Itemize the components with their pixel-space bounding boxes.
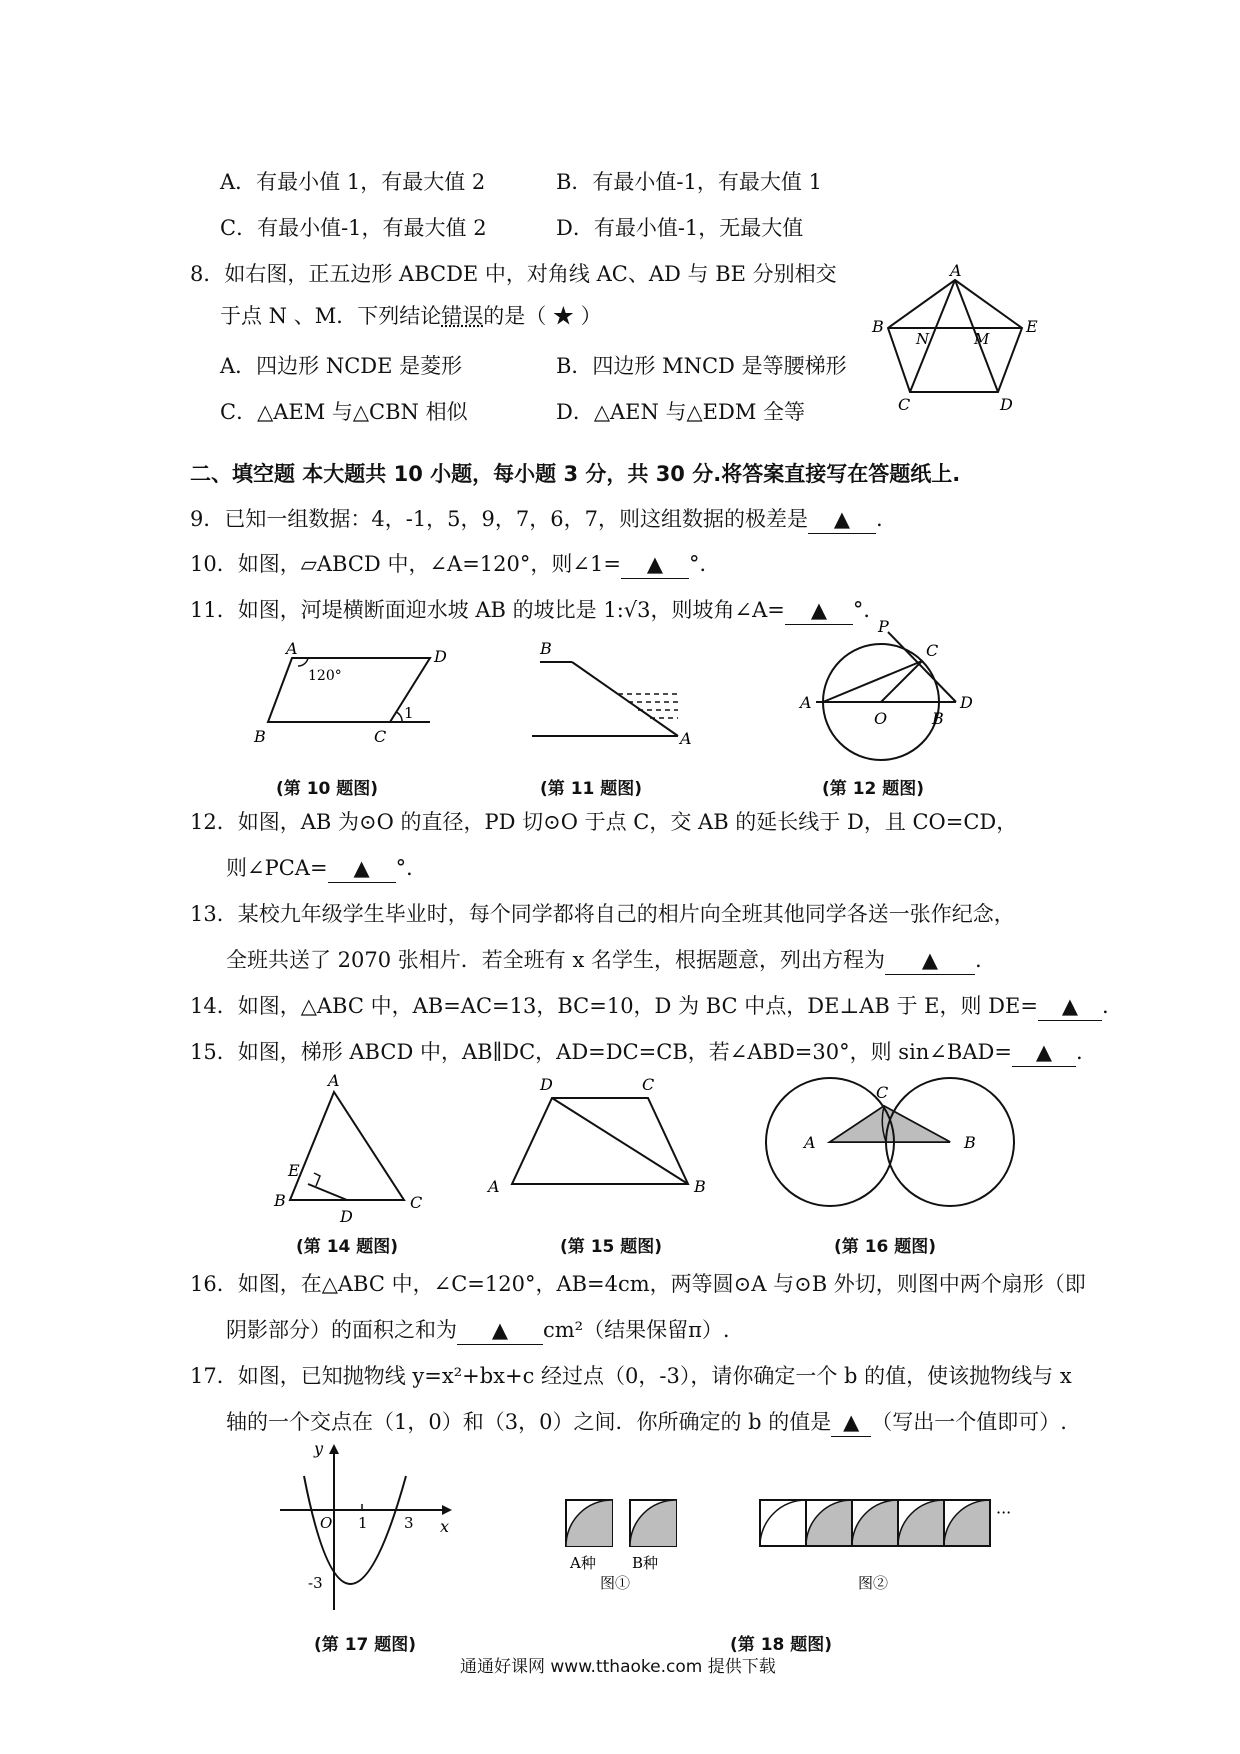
q15-text: 15．如图，梯形 ABCD 中，AB∥DC，AD=DC=CB，若∠ABD=30°，则 sin∠BAD= (190, 1040, 1012, 1064)
fig12-caption: (第 12 题图) (822, 779, 925, 799)
fig16-label-c: C (876, 1083, 889, 1102)
q11-answer-blank: ▲ (785, 596, 853, 625)
fig10-label-b: B (254, 727, 266, 746)
q12-answer-blank: ▲ (328, 854, 396, 883)
fig10-parallelogram (250, 640, 450, 750)
fig14-label-a: A (328, 1072, 340, 1090)
fig15-caption: (第 15 题图) (560, 1237, 663, 1257)
pentagon-label-m: M (974, 330, 990, 348)
q14-text: 14．如图，△ABC 中，AB=AC=13，BC=10，D 为 BC 中点，DE⊥AB 于 E，则 DE= (190, 994, 1038, 1018)
fig18-label-fig2: 图② (858, 1574, 889, 1592)
q14-answer-blank: ▲ (1038, 992, 1102, 1021)
pentagon-figure (870, 262, 1040, 412)
pentagon-label-a: A (950, 262, 962, 280)
q8-option-c: C．△AEM 与△CBN 相似 (220, 400, 468, 424)
fig12-label-b: B (932, 709, 944, 728)
q15-post: . (1075, 1040, 1083, 1064)
fig14-triangle (272, 1072, 442, 1232)
fig15-label-b: B (694, 1177, 706, 1196)
fig17-caption: (第 17 题图) (314, 1635, 417, 1655)
q8-line2-post: 的是（ ★ ） (483, 304, 602, 328)
q17-answer-blank: ▲ (831, 1408, 871, 1437)
q12-post: °． (395, 856, 428, 880)
q13-line1: 13．某校九年级学生毕业时，每个同学都将自己的相片向全班其他同学各送一张作纪念， (190, 902, 1015, 926)
q16-line1: 16．如图，在△ABC 中，∠C=120°，AB=4cm，两等圆⊙A 与⊙B 外切，则图中两个扇形（即 (190, 1272, 1086, 1296)
q15 (190, 1038, 1083, 1067)
q10-text: 10．如图，▱ABCD 中，∠A=120°，则∠1= (190, 552, 621, 576)
fig18-ellipsis: ··· (996, 1503, 1012, 1522)
fig14-caption: (第 14 题图) (296, 1237, 399, 1257)
q17-text2: 轴的一个交点在（1，0）和（3，0）之间．你所确定的 b 的值是 (226, 1410, 832, 1434)
fig17-label-x: x (440, 1517, 450, 1536)
fig17-label-y: y (314, 1440, 324, 1458)
q9-text: 9．已知一组数据：4，-1，5，9，7，6，7，则这组数据的极差是 (190, 507, 808, 531)
q8-option-d: D．△AEN 与△EDM 全等 (556, 400, 806, 424)
fig12-label-d: D (960, 693, 973, 712)
fig18-label-fig1: 图① (600, 1574, 631, 1592)
q12-text2: 则∠PCA= (226, 856, 328, 880)
q14-post: . (1101, 994, 1109, 1018)
q17-line1: 17．如图，已知抛物线 y=x²+bx+c 经过点（0，-3），请你确定一个 b 的值，使该抛物线与 x (190, 1364, 1072, 1388)
q7-option-c: C．有最小值-1，有最大值 2 (220, 216, 487, 240)
q13-post: . (975, 948, 982, 972)
q16-text2: 阴影部分）的面积之和为 (226, 1318, 457, 1342)
fig14-label-c: C (410, 1193, 423, 1212)
pentagon-label-c: C (898, 395, 911, 412)
q13-text2: 全班共送了 2070 张相片．若全班有 x 名学生，根据题意，列出方程为 (226, 948, 885, 972)
fig10-caption: (第 10 题图) (276, 779, 379, 799)
q8-option-b: B．四边形 MNCD 是等腰梯形 (556, 354, 847, 378)
fig12-label-o: O (874, 709, 888, 728)
fig12-label-c: C (926, 641, 939, 660)
fig17-label-neg3: -3 (308, 1574, 323, 1592)
fig11-label-a: A (680, 729, 692, 748)
fig18-tiles (560, 1490, 1040, 1600)
fig18-strip (760, 1500, 990, 1546)
fig10-angle-one: 1 (404, 704, 414, 722)
q8-emphasis: 错误 (441, 304, 484, 328)
fig16-caption: (第 16 题图) (834, 1237, 937, 1257)
fig15-label-a: A (488, 1177, 500, 1196)
pentagon-label-b: B (872, 317, 884, 336)
q13-line2 (226, 946, 982, 975)
q10-answer-blank: ▲ (621, 550, 689, 579)
fig11-caption: (第 11 题图) (540, 779, 643, 799)
fig18-label-kind-b: B种 (632, 1554, 659, 1572)
section-2-header: 二、填空题 本大题共 10 小题，每小题 3 分，共 30 分.将答案直接写在答题纸上. (190, 462, 961, 486)
q12-line1: 12．如图，AB 为⊙O 的直径，PD 切⊙O 于点 C，交 AB 的延长线于 D，且 CO=CD， (190, 810, 1018, 834)
q16-line2 (226, 1316, 730, 1345)
fig18-label-kind-a: A种 (570, 1554, 596, 1572)
fig16-circles (760, 1076, 1030, 1226)
q17-post: （写出一个值即可）. (871, 1410, 1067, 1434)
q7-option-a: A．有最小值 1，有最大值 2 (220, 170, 486, 194)
q13-answer-blank: ▲ (885, 946, 975, 975)
fig12-label-p: P (878, 620, 889, 636)
fig15-label-c: C (642, 1076, 655, 1094)
fig12-label-a: A (800, 693, 812, 712)
fig17-label-three: 3 (404, 1514, 414, 1532)
q17-line2 (226, 1408, 1067, 1437)
fig10-label-d: D (434, 647, 447, 666)
fig14-label-e: E (288, 1161, 300, 1180)
fig10-label-a: A (286, 640, 298, 658)
fig11-label-b: B (540, 639, 552, 658)
pentagon-label-d: D (1000, 395, 1013, 412)
fig10-angle-label: 120° (308, 668, 342, 684)
q9 (190, 505, 883, 534)
q8-line2 (220, 302, 602, 330)
fig14-label-b: B (274, 1191, 286, 1210)
q11-text: 11．如图，河堤横断面迎水坡 AB 的坡比是 1:√3，则坡角∠A= (190, 598, 785, 622)
fig16-label-b: B (964, 1133, 976, 1152)
fig10-label-c: C (374, 727, 387, 746)
q8-line1: 8．如右图，正五边形 ABCDE 中，对角线 AC、AD 与 BE 分别相交 (190, 262, 837, 286)
fig17-label-origin: O (320, 1514, 333, 1532)
q7-option-b: B．有最小值-1，有最大值 1 (556, 170, 822, 194)
pentagon-label-e: E (1026, 317, 1038, 336)
q7-option-d: D．有最小值-1，无最大值 (556, 216, 804, 240)
q9-answer-blank: ▲ (808, 505, 876, 534)
q11 (190, 596, 884, 625)
q8-line2-pre: 于点 N 、M．下列结论 (220, 304, 442, 328)
q16-post: cm²（结果保留π）. (543, 1318, 730, 1342)
q9-post: . (875, 507, 883, 531)
fig11-embankment (520, 636, 720, 756)
fig14-label-d: D (340, 1207, 353, 1226)
q10-post: °． (688, 552, 721, 576)
q10 (190, 550, 720, 579)
fig15-trapezoid (484, 1076, 724, 1206)
fig17-label-one: 1 (358, 1514, 368, 1532)
fig16-label-a: A (804, 1133, 816, 1152)
fig18-caption: (第 18 题图) (730, 1635, 833, 1655)
pentagon-label-n: N (916, 330, 930, 348)
fig12-circle (786, 620, 986, 770)
footer-source: 通通好课网 www.tthaoke.com 提供下载 (460, 1657, 776, 1677)
q14 (190, 992, 1109, 1021)
fig15-label-d: D (540, 1076, 553, 1094)
q11-post: °． (852, 598, 885, 622)
q16-answer-blank: ▲ (457, 1316, 543, 1345)
q15-answer-blank: ▲ (1012, 1038, 1076, 1067)
q8-option-a: A．四边形 NCDE 是菱形 (220, 354, 463, 378)
q12-line2 (226, 854, 427, 883)
fig17-parabola (270, 1440, 470, 1620)
